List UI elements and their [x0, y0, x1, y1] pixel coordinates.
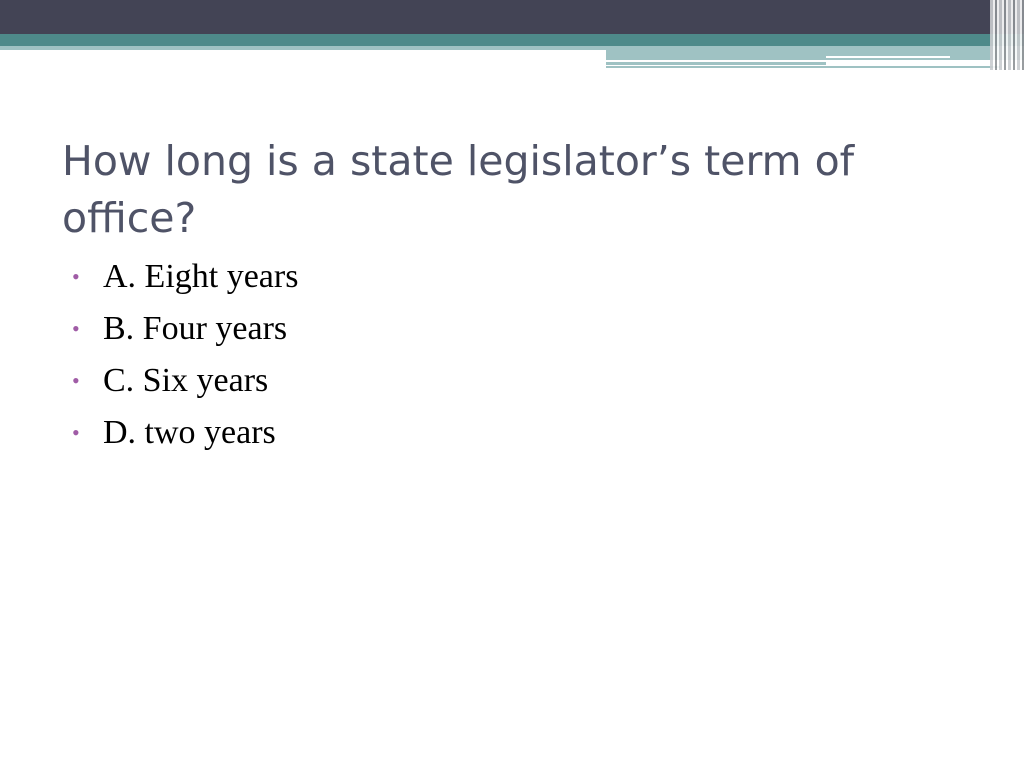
answer-option-c: C. Six years [103, 362, 269, 399]
answer-option-b: B. Four years [103, 310, 288, 347]
bullet-icon: • [72, 264, 80, 289]
answer-list [72, 258, 298, 466]
header-stripes-decoration [990, 0, 1024, 70]
answer-option-a: A. Eight years [103, 258, 299, 295]
header-accent-line [826, 56, 950, 58]
list-item [72, 310, 298, 362]
header-accent-line [606, 66, 1000, 68]
bullet-icon: • [72, 368, 80, 393]
header-band-teal [0, 34, 1024, 46]
header-band-light-right [606, 46, 1024, 60]
header-band-light-left [0, 46, 606, 50]
list-item [72, 258, 298, 310]
list-item [72, 414, 298, 466]
list-item [72, 362, 298, 414]
bullet-icon: • [72, 316, 80, 341]
slide-title: How long is a state legislator’s term of office? [62, 137, 855, 242]
answer-option-d: D. two years [103, 414, 276, 451]
header-band-dark [0, 0, 1024, 34]
bullet-icon: • [72, 420, 80, 445]
header-accent-line [606, 62, 826, 65]
